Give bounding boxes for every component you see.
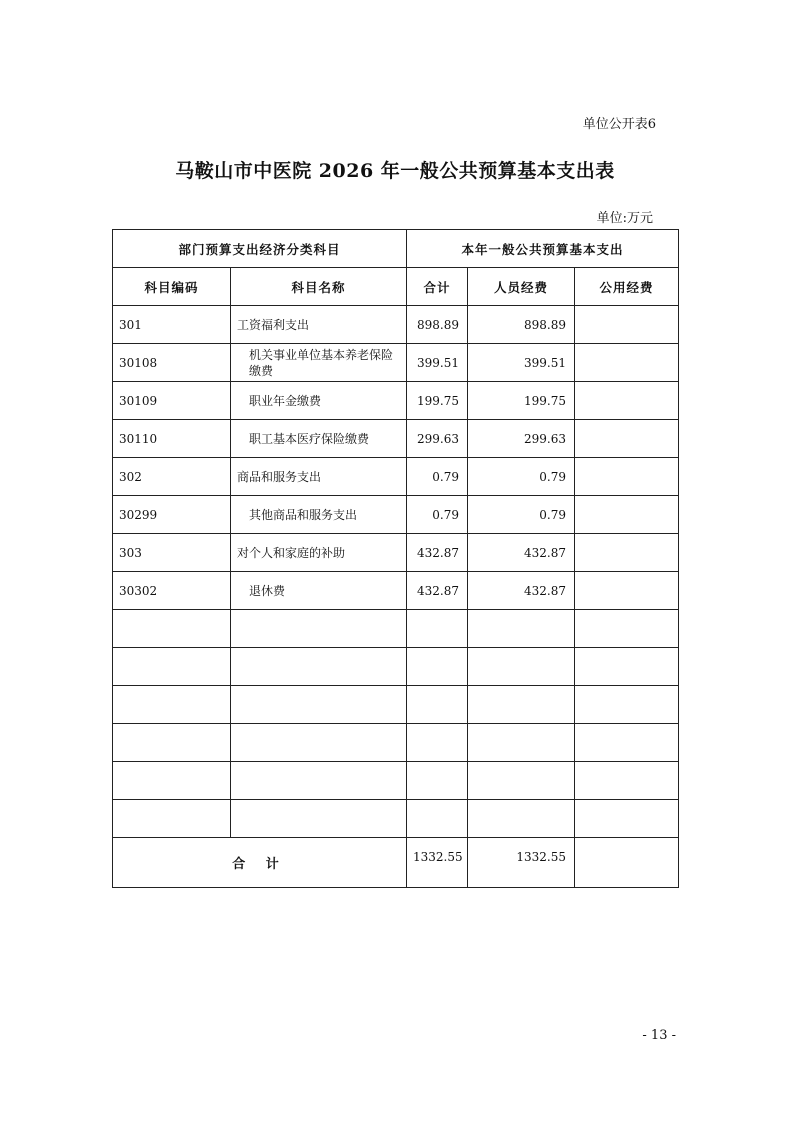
total-personnel: 1332.55: [468, 838, 575, 888]
row-personnel: 432.87: [468, 572, 575, 610]
row-personnel: 199.75: [468, 382, 575, 420]
row-name: 商品和服务支出: [231, 458, 407, 496]
row-code: 30110: [113, 420, 231, 458]
column-header-personnel: 人员经费: [468, 268, 575, 306]
row-public: [575, 458, 679, 496]
table-row: [113, 382, 679, 420]
table-row: [113, 572, 679, 610]
row-code: 302: [113, 458, 231, 496]
empty-row: [113, 800, 679, 838]
row-public: [575, 496, 679, 534]
row-total: 432.87: [407, 534, 468, 572]
total-label: 合 计: [113, 838, 407, 888]
total-public: [575, 838, 679, 888]
row-personnel: 432.87: [468, 534, 575, 572]
row-total: 299.63: [407, 420, 468, 458]
row-name: 对个人和家庭的补助: [231, 534, 407, 572]
row-name: 机关事业单位基本养老保险缴费: [231, 344, 407, 382]
row-total: 199.75: [407, 382, 468, 420]
row-public: [575, 382, 679, 420]
row-name: 职业年金缴费: [231, 382, 407, 420]
header-row-columns: [113, 268, 679, 306]
row-personnel: 0.79: [468, 458, 575, 496]
row-code: 30302: [113, 572, 231, 610]
row-total: 0.79: [407, 458, 468, 496]
table-row: [113, 534, 679, 572]
row-total: 898.89: [407, 306, 468, 344]
table-row: [113, 420, 679, 458]
total-amount: 1332.55: [407, 838, 468, 888]
budget-table: [112, 229, 679, 888]
total-row: [113, 838, 679, 888]
column-group-classification: 部门预算支出经济分类科目: [113, 230, 407, 268]
row-code: 30109: [113, 382, 231, 420]
row-code: 303: [113, 534, 231, 572]
row-personnel: 399.51: [468, 344, 575, 382]
row-total: 432.87: [407, 572, 468, 610]
row-total: 399.51: [407, 344, 468, 382]
row-code: 301: [113, 306, 231, 344]
row-code: 30299: [113, 496, 231, 534]
row-total: 0.79: [407, 496, 468, 534]
empty-row: [113, 610, 679, 648]
row-name: 工资福利支出: [231, 306, 407, 344]
row-public: [575, 572, 679, 610]
empty-row: [113, 648, 679, 686]
empty-row: [113, 686, 679, 724]
table-row: [113, 344, 679, 382]
table-number: 单位公开表6: [582, 117, 656, 132]
row-public: [575, 420, 679, 458]
page-title: 马鞍山市中医院 2026 年一般公共预算基本支出表: [175, 160, 615, 182]
row-public: [575, 306, 679, 344]
empty-row: [113, 724, 679, 762]
header-row-group: [113, 230, 679, 268]
table-row: [113, 306, 679, 344]
column-group-expenditure: 本年一般公共预算基本支出: [407, 230, 679, 268]
row-name: 退休费: [231, 572, 407, 610]
table-row: [113, 496, 679, 534]
row-code: 30108: [113, 344, 231, 382]
row-public: [575, 344, 679, 382]
unit-label: 单位:万元: [596, 211, 653, 226]
empty-row: [113, 762, 679, 800]
row-public: [575, 534, 679, 572]
column-header-code: 科目编码: [113, 268, 231, 306]
row-personnel: 299.63: [468, 420, 575, 458]
row-personnel: 898.89: [468, 306, 575, 344]
row-name: 其他商品和服务支出: [231, 496, 407, 534]
row-name: 职工基本医疗保险缴费: [231, 420, 407, 458]
table-row: [113, 458, 679, 496]
row-personnel: 0.79: [468, 496, 575, 534]
column-header-public: 公用经费: [575, 268, 679, 306]
column-header-name: 科目名称: [231, 268, 407, 306]
column-header-total: 合计: [407, 268, 468, 306]
page-number: - 13 -: [642, 1028, 676, 1043]
